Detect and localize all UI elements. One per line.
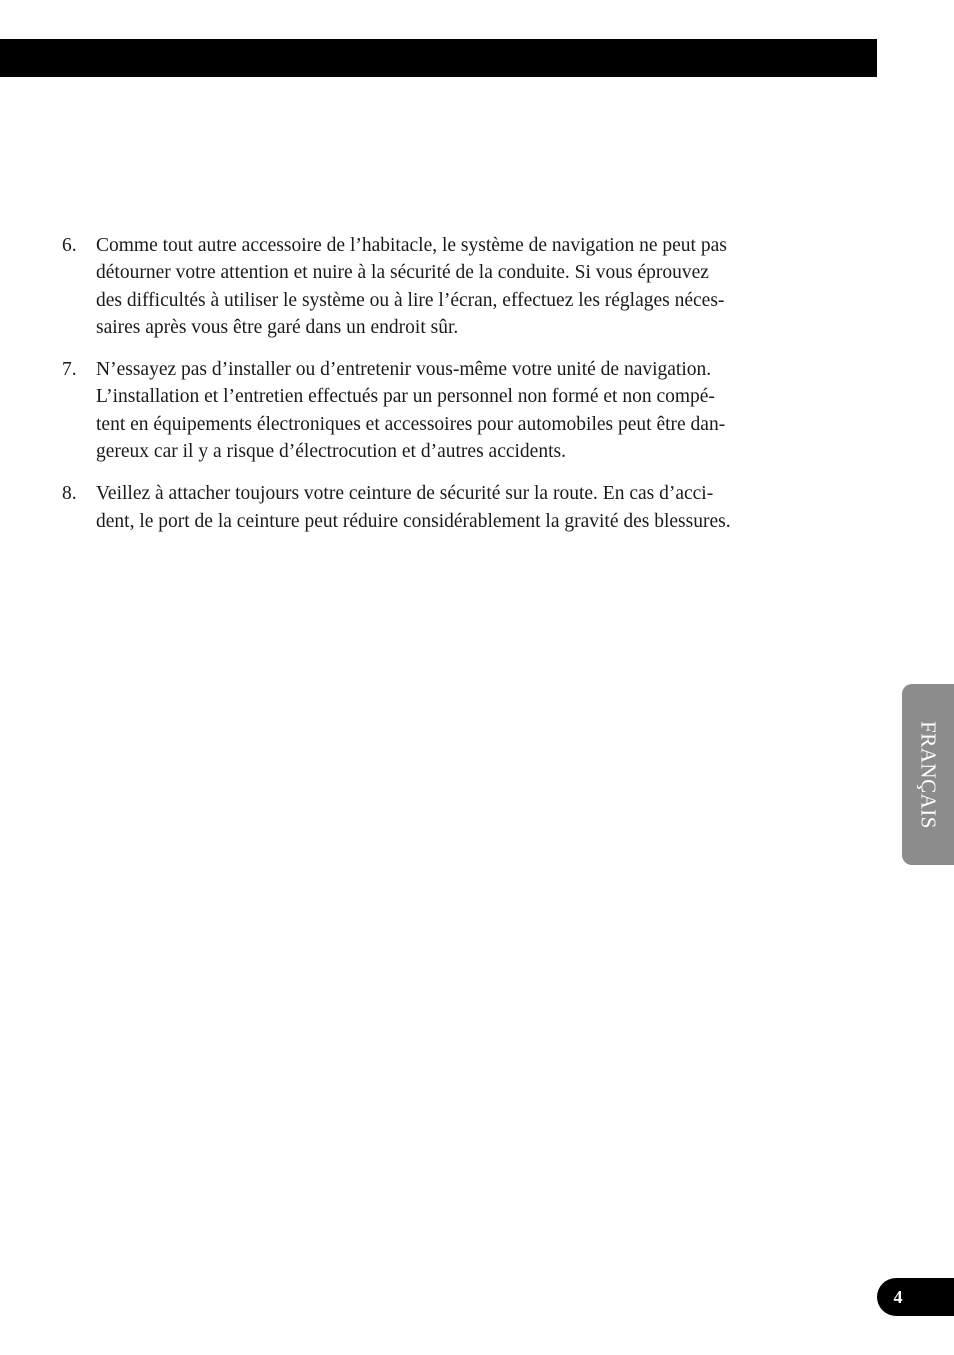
language-tab — [902, 684, 954, 865]
item-text-line: détourner votre attention et nuire à la sécurité de la conduite. Si vous éprouvez — [96, 262, 709, 284]
item-text-line: dent, le port de la ceinture peut réduire considérablement la gravité des blessures. — [96, 510, 731, 532]
item-text-line: Veillez à attacher toujours votre ceinture de sécurité sur la route. En cas d’acci- — [96, 483, 714, 505]
language-tab-label: FRANÇAIS — [916, 720, 941, 829]
list-item — [62, 232, 852, 341]
page-number-tab — [877, 1278, 954, 1316]
page-number: 4 — [893, 1287, 903, 1307]
item-number: 7. — [62, 359, 77, 381]
item-number: 8. — [62, 483, 77, 505]
item-text-line: saires après vous être garé dans un endroit sûr. — [96, 316, 459, 338]
item-text-line: gereux car il y a risque d’électrocution et d’autres accidents. — [96, 441, 566, 463]
item-text-line: des difficultés à utiliser le système ou à lire l’écran, effectuez les réglages néces- — [96, 289, 725, 311]
item-text-line: Comme tout autre accessoire de l’habitacle, le système de navigation ne peut pas — [96, 235, 727, 256]
list-item — [62, 480, 852, 535]
header-bar — [0, 39, 877, 77]
list-item — [62, 356, 852, 465]
item-text-line: tent en équipements électroniques et accessoires pour automobiles peut être dan- — [96, 413, 726, 435]
safety-instructions-list — [62, 232, 852, 550]
item-text-line: L’installation et l’entretien effectués par un personnel non formé et non compé- — [96, 386, 715, 408]
item-text-line: N’essayez pas d’installer ou d’entretenir vous-même votre unité de navigation. — [96, 359, 712, 381]
item-number: 6. — [62, 235, 77, 256]
